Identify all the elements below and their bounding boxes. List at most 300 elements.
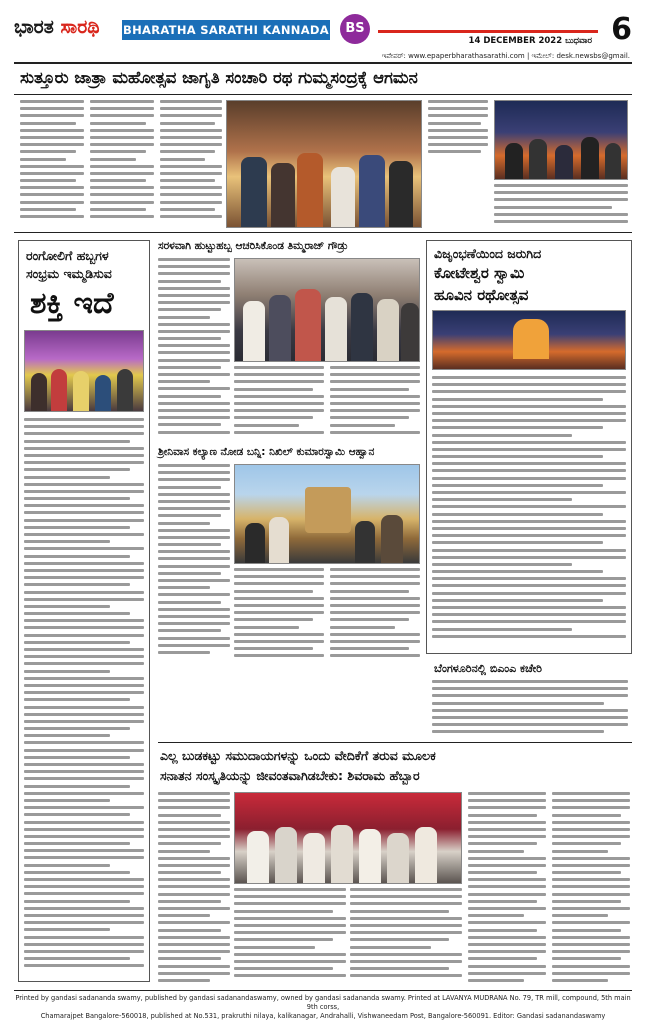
text-line <box>158 871 221 874</box>
text-line <box>330 647 409 650</box>
text-line <box>432 563 572 566</box>
text-line <box>234 953 346 956</box>
text-line <box>24 619 144 622</box>
text-line <box>160 193 222 196</box>
text-line <box>234 974 346 977</box>
text-line <box>20 129 84 132</box>
newspaper-title: BHARATHA SARATHI KANNADA DAILY <box>122 20 330 40</box>
text-line <box>234 647 313 650</box>
text-line <box>552 885 630 888</box>
text-line <box>552 821 630 824</box>
text-line <box>234 582 324 585</box>
dateline: 14 DECEMBER 2022 ಬುಧವಾರ <box>468 36 592 46</box>
bottom-text-col-5 <box>552 792 630 988</box>
text-line <box>158 972 230 975</box>
text-line <box>330 597 420 600</box>
text-line <box>158 557 230 560</box>
text-line <box>158 323 230 326</box>
text-line <box>24 756 130 759</box>
text-line <box>432 620 626 623</box>
text-line <box>90 215 154 218</box>
text-line <box>432 730 604 733</box>
text-line <box>428 129 488 132</box>
bs-logo-icon: BS <box>340 14 370 44</box>
text-line <box>24 871 130 874</box>
text-line <box>432 434 572 437</box>
text-line <box>158 366 221 369</box>
text-line <box>160 208 215 211</box>
text-line <box>24 813 130 816</box>
text-line <box>552 828 630 831</box>
felicitation-text-col-1 <box>158 258 230 438</box>
text-line <box>468 885 546 888</box>
contact-line: ಇಪೇಪರ್: www.epaperbharathasarathi.com | ಇಮೇಲ್: desk.newsbs@gmail. <box>381 52 630 60</box>
text-line <box>432 469 626 472</box>
text-line <box>24 598 144 601</box>
text-line <box>160 136 222 139</box>
text-line <box>24 727 130 730</box>
text-line <box>90 158 136 161</box>
lead-text-col-2 <box>90 100 154 228</box>
text-line <box>330 582 420 585</box>
text-line <box>330 618 409 621</box>
text-line <box>468 850 524 853</box>
text-line <box>432 613 626 616</box>
text-line <box>234 402 324 405</box>
utsava-headline-3: ಹೂವಿನ ರಥೋತ್ಸವ <box>434 286 529 304</box>
text-line <box>158 280 221 283</box>
text-line <box>234 633 324 636</box>
text-line <box>160 100 222 103</box>
text-line <box>158 380 210 383</box>
text-line <box>158 536 230 539</box>
text-line <box>234 568 324 571</box>
felicitation-photo <box>234 258 420 362</box>
text-line <box>552 965 630 968</box>
text-line <box>234 380 324 383</box>
text-line <box>552 943 630 946</box>
text-line <box>158 423 221 426</box>
text-line <box>24 547 144 550</box>
bottom-headline-2: ಸನಾತನ ಸಂಸ್ಕೃತಿಯನ್ನು ಜೀವಂತವಾಗಿಡಬೇಕು: ಶಿವರಾಮ ಹೆಬ್ಬಾರ <box>160 768 420 783</box>
text-line <box>552 914 608 917</box>
text-line <box>24 856 144 859</box>
text-line <box>90 114 154 117</box>
kalyana-headline: ಶ್ರೀನಿವಾಸ ಕಲ್ಯಾಣ ನೋಡ ಬನ್ನಿ: ನಿಖಿಲ್ ಕುಮಾರಸ್ವಾಮಿ ಆಹ್ವಾನ <box>158 446 375 458</box>
text-line <box>158 416 230 419</box>
text-line <box>432 426 603 429</box>
text-line <box>24 634 144 637</box>
text-line <box>24 504 144 507</box>
text-line <box>24 612 130 615</box>
text-line <box>90 107 154 110</box>
text-line <box>160 150 215 153</box>
text-line <box>432 484 603 487</box>
text-line <box>234 626 299 629</box>
text-line <box>24 907 144 910</box>
text-line <box>234 604 324 607</box>
text-line <box>234 590 313 593</box>
text-line <box>552 792 630 795</box>
text-line <box>330 633 420 636</box>
text-line <box>158 885 230 888</box>
text-line <box>234 640 324 643</box>
text-line <box>552 921 630 924</box>
text-line <box>330 575 420 578</box>
text-line <box>428 122 481 125</box>
text-line <box>24 511 144 514</box>
masthead-stripe <box>378 30 598 33</box>
text-line <box>158 936 230 939</box>
text-line <box>468 814 537 817</box>
text-line <box>24 519 144 522</box>
text-line <box>158 593 230 596</box>
text-line <box>24 576 144 579</box>
text-line <box>24 749 144 752</box>
text-line <box>432 556 626 559</box>
lead-photo-2 <box>494 100 628 180</box>
bottom-text-col-3 <box>350 888 462 988</box>
text-line <box>158 579 230 582</box>
text-line <box>432 412 626 415</box>
text-line <box>234 416 313 419</box>
imprint-line-2: Chamarajpet Bangalore-560018, published at No.531, prakruthi nilaya, kalikanagar, Andrahalli, Vishwaneedam Post, Bangalore-560091. Editor: Gandasi sadanandaswamy <box>40 1012 606 1020</box>
text-line <box>24 468 130 471</box>
text-line <box>552 799 630 802</box>
text-line <box>552 979 608 982</box>
lead-text-col-3 <box>160 100 222 228</box>
text-line <box>90 179 146 182</box>
text-line <box>158 471 230 474</box>
text-line <box>468 907 546 910</box>
text-line <box>234 597 324 600</box>
text-line <box>158 814 221 817</box>
text-line <box>160 179 215 182</box>
text-line <box>234 967 333 970</box>
text-line <box>158 493 230 496</box>
lead-headline: ಸುತ್ತೂರು ಜಾತ್ರಾ ಮಹೋತ್ಸವ ಜಾಗೃತಿ ಸಂಚಾರಿ ರಥ ಗುಮ್ಮಸಂದ್ರಕ್ಕೆ ಆಗಮನ <box>20 68 418 87</box>
text-line <box>24 770 144 773</box>
text-line <box>350 931 462 934</box>
text-line <box>234 388 313 391</box>
sidebar-headline-3: ಶಕ್ತಿ ಇದೆ <box>30 286 114 321</box>
text-line <box>330 424 395 427</box>
text-line <box>24 648 144 651</box>
text-line <box>24 626 144 629</box>
text-line <box>24 878 144 881</box>
text-line <box>552 857 630 860</box>
text-line <box>494 184 628 187</box>
text-line <box>158 637 230 640</box>
text-line <box>158 522 210 525</box>
text-line <box>158 431 230 434</box>
text-line <box>20 122 76 125</box>
brief-headline: ಬೆಂಗಳೂರಿನಲ್ಲಿ ಬಿಎಂಎ ಕಚೇರಿ <box>434 662 542 675</box>
text-line <box>24 943 144 946</box>
text-line <box>432 477 626 480</box>
text-line <box>432 687 628 690</box>
text-line <box>24 540 110 543</box>
text-line <box>494 198 628 201</box>
text-line <box>234 931 346 934</box>
text-line <box>24 950 144 953</box>
text-line <box>432 498 572 501</box>
lead-bottom-rule <box>14 232 632 233</box>
text-line <box>160 129 222 132</box>
text-line <box>158 265 230 268</box>
text-line <box>90 100 154 103</box>
felicitation-headline: ಸರಳವಾಗಿ ಹುಟ್ಟುಹಬ್ಬ ಆಚರಿಸಿಕೊಂಡ ತಿಮ್ಮರಾಜ್ ಗೌಡ್ರು <box>158 240 348 252</box>
text-line <box>24 806 144 809</box>
text-line <box>234 917 346 920</box>
text-line <box>24 483 144 486</box>
text-line <box>24 447 144 450</box>
text-line <box>428 143 488 146</box>
imprint-footer <box>14 994 632 1021</box>
text-line <box>24 799 110 802</box>
text-line <box>158 792 230 795</box>
text-line <box>24 677 144 680</box>
text-line <box>330 402 420 405</box>
text-line <box>158 402 230 405</box>
text-line <box>468 799 546 802</box>
text-line <box>428 107 488 110</box>
page-number: 6 <box>611 12 632 47</box>
text-line <box>350 938 449 941</box>
text-line <box>552 871 621 874</box>
text-line <box>468 871 537 874</box>
text-line <box>20 100 84 103</box>
text-line <box>432 505 626 508</box>
text-line <box>432 441 626 444</box>
text-line <box>330 395 420 398</box>
bottom-text-col-1 <box>158 792 230 988</box>
text-line <box>552 900 621 903</box>
kalyana-text-col-3 <box>330 568 420 664</box>
text-line <box>158 529 230 532</box>
text-line <box>468 950 546 953</box>
text-line <box>158 943 230 946</box>
text-line <box>158 258 230 261</box>
text-line <box>158 979 210 982</box>
text-line <box>160 107 222 110</box>
text-line <box>158 287 230 290</box>
text-line <box>552 950 630 953</box>
text-line <box>158 359 230 362</box>
kalyana-text-col-2 <box>234 568 324 664</box>
lead-text-col-5 <box>494 184 628 228</box>
felicitation-text-col-3 <box>330 366 420 438</box>
text-line <box>234 366 324 369</box>
text-line <box>158 799 230 802</box>
text-line <box>158 950 230 953</box>
text-line <box>234 611 324 614</box>
text-line <box>158 351 230 354</box>
text-line <box>432 702 604 705</box>
text-line <box>428 150 481 153</box>
text-line <box>468 921 546 924</box>
text-line <box>468 878 546 881</box>
sidebar-photo <box>24 330 144 412</box>
text-line <box>24 792 144 795</box>
text-line <box>158 835 230 838</box>
text-line <box>552 972 630 975</box>
text-line <box>158 644 230 647</box>
text-line <box>552 842 621 845</box>
text-line <box>468 842 537 845</box>
text-line <box>468 929 537 932</box>
text-line <box>24 497 130 500</box>
text-line <box>432 592 626 595</box>
text-line <box>234 424 299 427</box>
lead-photo <box>226 100 422 228</box>
text-line <box>24 936 144 939</box>
text-line <box>428 114 488 117</box>
text-line <box>432 376 626 379</box>
text-line <box>160 158 205 161</box>
text-line <box>468 828 546 831</box>
text-line <box>24 569 144 572</box>
text-line <box>24 591 144 594</box>
text-line <box>234 910 333 913</box>
text-line <box>552 907 630 910</box>
text-line <box>552 835 630 838</box>
text-line <box>24 698 130 701</box>
text-line <box>432 723 628 726</box>
sidebar-text <box>24 418 144 976</box>
text-line <box>24 921 144 924</box>
text-line <box>350 953 462 956</box>
text-line <box>24 432 144 435</box>
text-line <box>158 878 230 881</box>
text-line <box>432 541 603 544</box>
text-line <box>468 864 546 867</box>
text-line <box>24 425 144 428</box>
text-line <box>234 960 346 963</box>
text-line <box>432 491 626 494</box>
text-line <box>24 713 144 716</box>
text-line <box>158 907 230 910</box>
text-line <box>90 143 154 146</box>
text-line <box>24 849 144 852</box>
utsava-photo <box>432 310 626 370</box>
text-line <box>432 462 626 465</box>
kalyana-photo <box>234 464 420 564</box>
text-line <box>20 158 66 161</box>
text-line <box>160 201 222 204</box>
text-line <box>158 821 230 824</box>
text-line <box>158 507 230 510</box>
text-line <box>24 440 130 443</box>
text-line <box>158 337 221 340</box>
text-line <box>158 857 230 860</box>
text-line <box>24 957 130 960</box>
text-line <box>350 960 462 963</box>
text-line <box>20 136 84 139</box>
text-line <box>160 143 222 146</box>
text-line <box>20 201 84 204</box>
text-line <box>330 626 395 629</box>
text-line <box>24 641 130 644</box>
masthead-rule <box>14 62 632 64</box>
text-line <box>330 568 420 571</box>
text-line <box>468 936 546 939</box>
text-line <box>24 928 110 931</box>
text-line <box>552 864 630 867</box>
text-line <box>158 864 230 867</box>
text-line <box>468 857 546 860</box>
text-line <box>552 936 630 939</box>
text-line <box>432 716 628 719</box>
text-line <box>24 533 144 536</box>
text-line <box>90 193 154 196</box>
text-line <box>158 387 230 390</box>
text-line <box>90 129 154 132</box>
felicitation-text-col-2 <box>234 366 324 438</box>
text-line <box>158 316 210 319</box>
text-line <box>20 143 84 146</box>
utsava-headline-2: ಕೋಟೇಶ್ವರ ಸ್ವಾಮಿ <box>434 264 525 282</box>
kalyana-text-col-1 <box>158 464 230 664</box>
text-line <box>24 741 144 744</box>
text-line <box>90 186 154 189</box>
text-line <box>552 878 630 881</box>
text-line <box>432 694 628 697</box>
text-line <box>552 957 621 960</box>
text-line <box>158 464 230 467</box>
text-line <box>158 572 221 575</box>
text-line <box>20 215 84 218</box>
text-line <box>158 409 230 412</box>
text-line <box>432 527 626 530</box>
text-line <box>234 938 333 941</box>
text-line <box>158 828 230 831</box>
text-line <box>552 806 630 809</box>
text-line <box>158 344 230 347</box>
text-line <box>468 792 546 795</box>
text-line <box>234 575 324 578</box>
text-line <box>24 821 144 824</box>
text-line <box>330 431 420 434</box>
text-line <box>350 974 462 977</box>
text-line <box>350 924 462 927</box>
text-line <box>158 929 221 932</box>
text-line <box>432 570 603 573</box>
text-line <box>158 957 221 960</box>
text-line <box>158 514 221 517</box>
text-line <box>158 550 230 553</box>
text-line <box>432 419 626 422</box>
text-line <box>20 179 76 182</box>
text-line <box>24 835 144 838</box>
text-line <box>350 910 449 913</box>
text-line <box>468 806 546 809</box>
text-line <box>468 957 537 960</box>
text-line <box>432 383 626 386</box>
text-line <box>158 272 230 275</box>
text-line <box>432 520 626 523</box>
text-line <box>24 842 130 845</box>
text-line <box>234 888 346 891</box>
text-line <box>234 895 346 898</box>
lead-text-col-1 <box>20 100 84 228</box>
text-line <box>20 114 84 117</box>
utsava-text <box>432 376 626 646</box>
text-line <box>20 150 76 153</box>
text-line <box>330 416 409 419</box>
text-line <box>234 373 324 376</box>
text-line <box>24 706 144 709</box>
